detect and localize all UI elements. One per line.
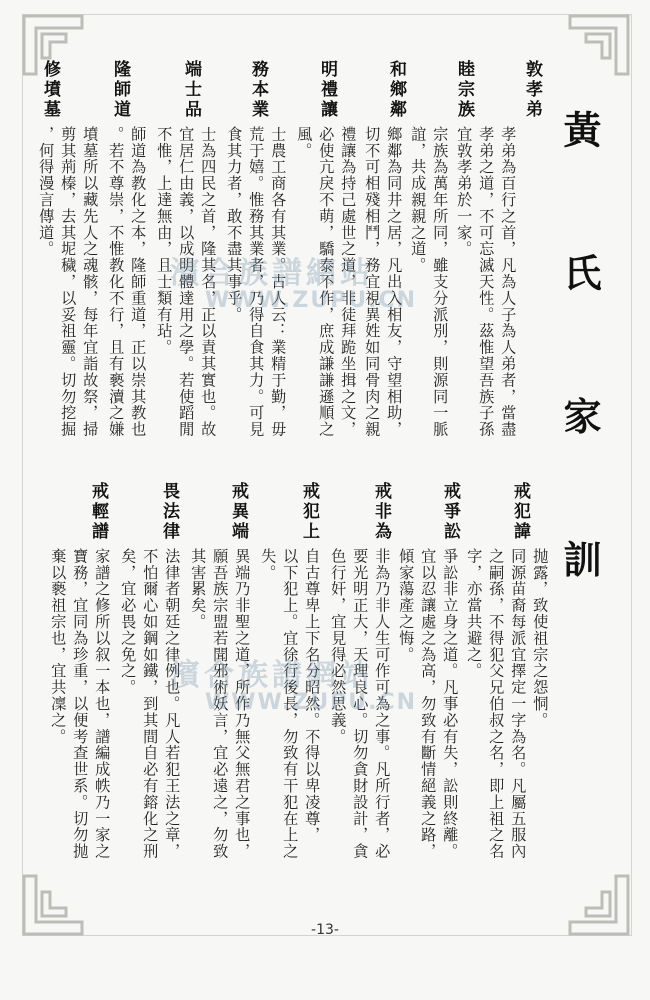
text-column: 食其力者，敢不盡其事乎。 <box>225 126 244 323</box>
text-column: 以下犯上。宜徐行後長，勿致有干犯在上之 <box>281 548 300 860</box>
text-column: 鄉鄰為同井之居，凡出入相友，守望相助， <box>385 126 404 438</box>
text-column: 矣，宜必畏之免之。 <box>119 548 138 696</box>
section-heading: 端士品 <box>181 60 201 120</box>
text-column: 失。 <box>259 548 278 581</box>
section-heading: 明禮讓 <box>317 60 337 120</box>
text-column: 爭訟非立身之道。凡事必有失，訟則終離。 <box>441 548 460 860</box>
section-heading: 戒爭訟 <box>440 482 460 542</box>
text-column: 師道為教化之本，隆師重道，正以崇其教也 <box>129 126 148 438</box>
watermark-url: WWW.ZUPU.CN <box>205 690 418 715</box>
corner-ornament-top-right <box>560 14 630 84</box>
text-column: 不惟，上達無由，且士類有玷。 <box>155 126 174 356</box>
section-heading: 戒犯諱 <box>510 482 530 542</box>
watermark-url: WWW.ZUPU.CN <box>205 288 418 313</box>
text-column: 傾家蕩產之悔。 <box>397 548 416 663</box>
text-column: 色行奸，宜見得必然思義。 <box>329 548 348 745</box>
text-column: 。若不尊崇，不惟教化不行，且有褻瀆之嫌 <box>107 126 126 438</box>
section-heading: 修墳墓 <box>40 60 60 120</box>
text-column: 切不可相殘相鬥，務宜視異姓如同骨肉之親 <box>363 126 382 438</box>
text-column: 墳墓所以藏先人之魂骸，每年宜詣故祭，掃 <box>81 126 100 438</box>
watermark-text: 濱合族譜網站 <box>170 256 374 291</box>
section-heading: 戒非為 <box>371 482 391 542</box>
section-heading: 睦宗族 <box>454 60 474 120</box>
text-column: 願吾族宗盟若聞邪術妖言，宜必遠之，勿致 <box>211 548 230 860</box>
text-column: 宜居仁由義，以成明體達用之學。若使蹈閒 <box>177 126 196 438</box>
text-column: 棄以褻祖宗也，宜共凜之。 <box>49 548 68 745</box>
text-column: 自古尊卑上下名分昭然。不得以卑凌尊， <box>303 548 322 844</box>
text-column: 宗族為萬年所同，雖支分派別，則源同一脈 <box>431 126 450 438</box>
text-column: 其害累矣。 <box>189 548 208 630</box>
text-column: 法律者朝廷之律例也。凡人若犯王法之章， <box>163 548 182 860</box>
text-column: 士農工商各有其業。古人云：業精于勤，毋 <box>269 126 288 438</box>
text-column: 孝弟之道，不可忘滅天性。茲惟望吾族子孫 <box>477 126 496 438</box>
text-column: 寶務，宜同為珍重，以便考查世系。切勿抛 <box>71 548 90 860</box>
watermark-text: 濱合族譜網站 <box>170 658 374 693</box>
section-heading: 戒輕譜 <box>88 482 108 542</box>
text-column: 荒于嬉。惟務其業者，乃得自食其力。可見 <box>247 126 266 438</box>
text-column: 字，亦當共避之。 <box>465 548 484 680</box>
text-column: 宜以忍讓處之為高，勿致有斷情絕義之路， <box>419 548 438 860</box>
section-heading: 戒異端 <box>228 482 248 542</box>
text-column: 風。 <box>295 126 314 159</box>
section-heading: 戒犯上 <box>299 482 319 542</box>
text-column: 同源苗裔每派宜擇定一字為名。凡屬五服內 <box>509 548 528 860</box>
text-column: 禮讓為持己處世之道，非徒拜跪坐揖之文， <box>339 126 358 438</box>
text-column: 誼，共成親親之道。 <box>409 126 428 274</box>
text-column: 抛露，致使祖宗之怨恫。 <box>531 548 550 729</box>
document-title: 黃 氏 家 訓 <box>557 110 602 624</box>
text-column: 非為乃非人生可作可為之事。凡所行者，必 <box>373 548 392 860</box>
text-column: ，何得漫言傳道。 <box>37 126 56 258</box>
text-column: 剪其荊榛，去其坭穢，以妥祖靈。切勿挖掘 <box>59 126 78 438</box>
text-column: 異端乃非聖之道，所作乃無父無君之事也， <box>233 548 252 860</box>
section-heading: 和鄉鄰 <box>386 60 406 120</box>
text-column: 之嗣孫，不得犯父兄伯叔之名，即上祖之名 <box>487 548 506 860</box>
section-heading: 務本業 <box>248 60 268 120</box>
section-heading: 畏法律 <box>159 482 179 542</box>
text-column: 家譜之修所以叙一本也，譜編成帙乃一家之 <box>93 548 112 860</box>
text-column: 不怕爾心如鋼如鐵，到其間自必有鎔化之刑 <box>141 548 160 860</box>
text-column: 士為四民之首，隆其名，正以責其實也。故 <box>199 126 218 438</box>
section-heading: 敦孝弟 <box>522 60 542 120</box>
page-number: -13- <box>311 922 339 938</box>
text-column: 要光明正大，天理良心。切勿貪財設計，貪 <box>351 548 370 860</box>
text-column: 必使亢戾不萌，驕泰不作，庶成謙謙遜順之 <box>317 126 336 438</box>
text-column: 孝弟為百行之首，凡為人子為人弟者，當盡 <box>499 126 518 438</box>
text-column: 宜敦孝弟於一家。 <box>455 126 474 258</box>
section-heading: 隆師道 <box>110 60 130 120</box>
